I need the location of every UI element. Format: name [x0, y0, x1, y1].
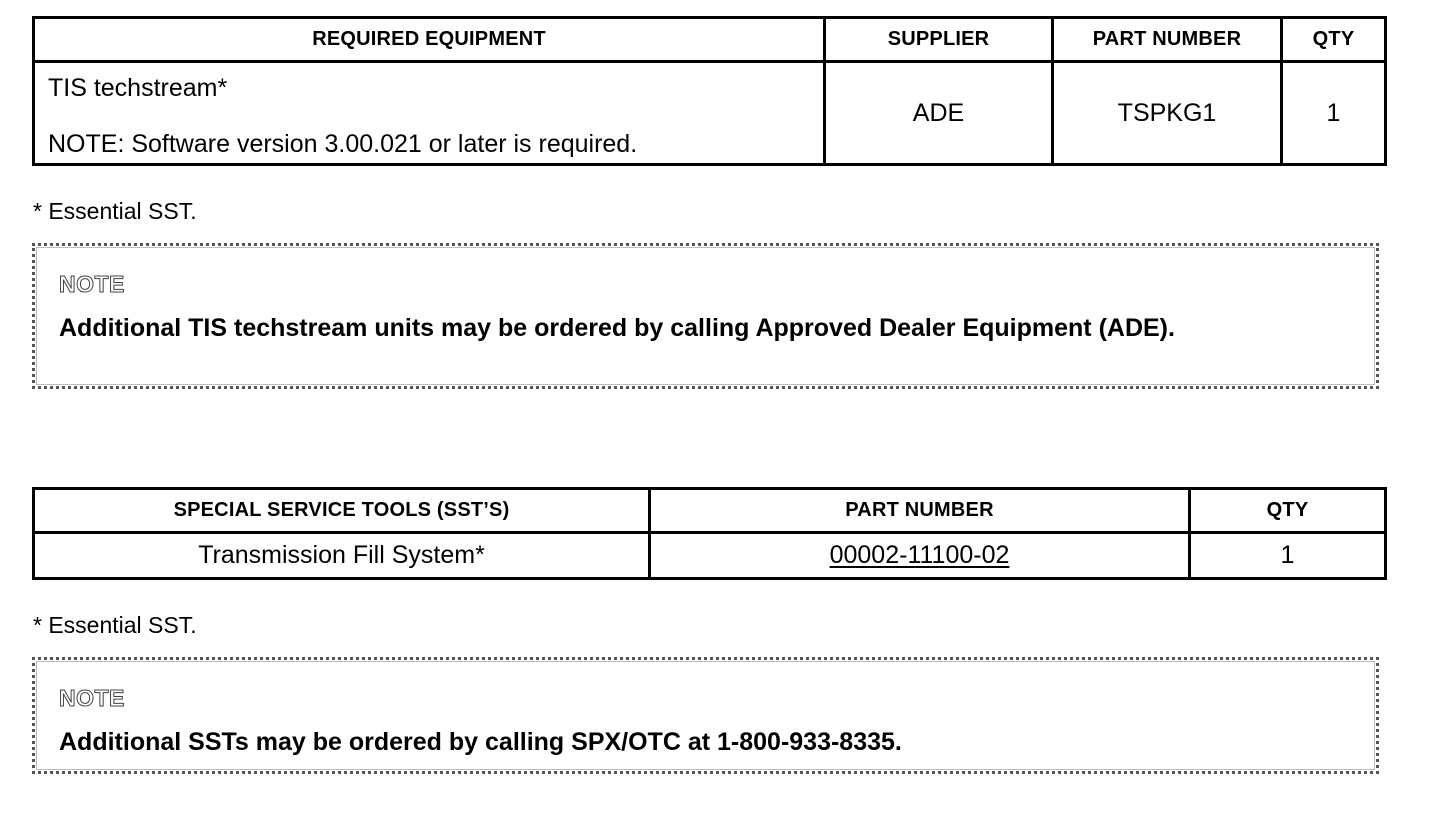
header-qty: QTY: [1190, 489, 1386, 533]
header-qty: QTY: [1282, 18, 1386, 62]
note-text: Additional SSTs may be ordered by calling SPX/OTC at 1-800-933-8335.: [59, 728, 902, 756]
note-heading: NOTE: [59, 271, 125, 297]
note-box: [32, 657, 1379, 774]
note-heading: NOTE: [59, 685, 125, 711]
tool-name-cell: Transmission Fill System*: [34, 533, 650, 579]
header-special-service-tools: SPECIAL SERVICE TOOLS (SST’S): [34, 489, 650, 533]
note-text: Additional TIS techstream units may be ordered by calling Approved Dealer Equipment (ADE).: [59, 314, 1175, 342]
equipment-software-note: NOTE: Software version 3.00.021 or later is required.: [48, 130, 638, 158]
note-box: [32, 243, 1379, 389]
supplier-cell: ADE: [825, 62, 1053, 165]
table-header-row: [34, 18, 1386, 62]
table-header-row: [34, 489, 1386, 533]
equipment-name: TIS techstream*: [48, 74, 228, 102]
essential-sst-footnote: * Essential SST.: [33, 198, 197, 224]
header-required-equipment: REQUIRED EQUIPMENT: [34, 18, 825, 62]
header-part-number: PART NUMBER: [1053, 18, 1282, 62]
required-equipment-table: [32, 16, 1387, 166]
qty-cell: 1: [1190, 533, 1386, 579]
part-number-cell: TSPKG1: [1053, 62, 1282, 165]
header-part-number: PART NUMBER: [650, 489, 1190, 533]
table-row: [34, 533, 1386, 579]
part-number-link[interactable]: 00002-11100-02: [829, 541, 1010, 569]
essential-sst-footnote: * Essential SST.: [33, 612, 197, 638]
table-row: [34, 62, 1386, 165]
equipment-cell: [34, 62, 825, 165]
header-supplier: SUPPLIER: [825, 18, 1053, 62]
special-service-tools-table: [32, 487, 1387, 580]
part-number-cell: [650, 533, 1190, 579]
qty-cell: 1: [1282, 62, 1386, 165]
